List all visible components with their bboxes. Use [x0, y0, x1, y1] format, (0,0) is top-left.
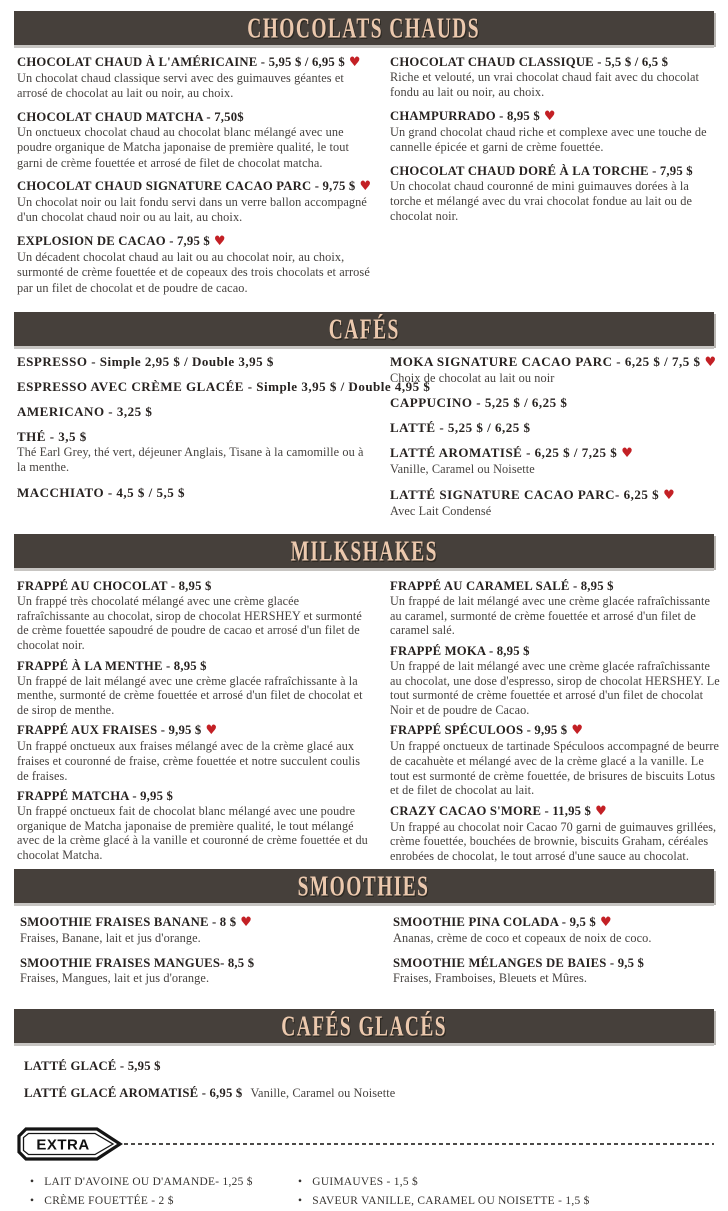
menu-page [0, 11, 728, 1211]
section-title: MILKSHAKES [290, 535, 438, 567]
heart-icon: ♥ [599, 914, 612, 930]
extras-header [0, 1127, 728, 1161]
item-name-price: FRAPPÉ AU CARAMEL SALÉ - 8,95 $ [390, 579, 614, 594]
menu-item [390, 108, 718, 156]
menu-item [390, 578, 720, 638]
item-name-price: LATTÉ GLACÉ AROMATISÉ - 6,95 $ [24, 1086, 243, 1101]
item-title [390, 445, 718, 462]
item-desc: Fraises, Banane, lait et jus d'orange. [20, 930, 201, 945]
item-name-price: FRAPPÉ AUX FRAISES - 9,95 $ [17, 723, 202, 738]
item-name-price: SMOOTHIE PINA COLADA - 9,5 $ [393, 914, 596, 929]
menu-item [393, 914, 718, 946]
item-title [17, 54, 372, 71]
menu-column [390, 54, 718, 303]
item-title [390, 487, 718, 504]
item-title [390, 643, 720, 659]
menu-item [390, 487, 718, 519]
extras-item: • SAVEUR VANILLE, CARAMEL OU NOISETTE - 1,5 $ [298, 1192, 728, 1211]
item-desc: Thé Earl Grey, thé vert, déjeuner Anglais, Tisane à la camomille ou à la menthe. [17, 445, 364, 475]
item-desc: Un frappé de lait mélangé avec une crème glacée rafraîchissante au caramel, surmonté de crème fouettée et arrosé d'un filet de caramel salé. [390, 594, 710, 638]
extras-item: • GUIMAUVES - 1,5 $ [298, 1173, 728, 1192]
item-inline-desc: Vanille, Caramel ou Noisette [250, 1086, 396, 1101]
section-content-chocolats-chauds [0, 45, 728, 312]
item-desc: Un chocolat chaud classique servi avec des guimauves géantes et arrosé de chocolat au lait ou noir, au choix. [17, 71, 344, 101]
menu-column [390, 578, 720, 868]
item-title [390, 420, 718, 436]
item-name-price: MOKA SIGNATURE CACAO PARC - 6,25 $ / 7,5 $ [390, 354, 701, 370]
item-name-price: CHOCOLAT CHAUD MATCHA - 7,50$ [17, 109, 244, 124]
item-title [17, 178, 372, 195]
menu-item [20, 955, 375, 986]
item-title [390, 578, 720, 594]
item-title [390, 108, 718, 125]
item-name-price: EXPLOSION DE CACAO - 7,95 $ [17, 233, 210, 248]
item-desc: Avec Lait Condensé [390, 503, 492, 518]
item-name-price: ESPRESSO AVEC CRÈME GLACÉE - Simple 3,95 $ / Double 4,95 $ [17, 379, 431, 395]
extras-section [0, 1127, 728, 1211]
menu-item [390, 395, 718, 411]
menu-item [17, 354, 372, 370]
section-title: SMOOTHIES [298, 869, 430, 902]
menu-item [17, 379, 431, 395]
item-desc: Un chocolat noir ou lait fondu servi dans un verre ballon accompagné d'un chocolat chaud noir ou au lait, au choix. [17, 195, 367, 225]
item-desc: Un frappé au chocolat noir Cacao 70 garni de guimauves grillées, crème fouettée, bouchées de brownie, biscuits Graham, céréales enrobées de chocolat, le tout arrosé d'une sauce au chocolat. [390, 819, 717, 863]
item-desc: Riche et velouté, un vrai chocolat chaud fait avec du chocolat fondu au lait ou noir, au choix. [390, 70, 700, 100]
section-header-cafes-glaces [14, 1009, 714, 1043]
section-content-cafes [0, 346, 728, 534]
menu-item [17, 788, 372, 862]
menu-item [17, 578, 372, 652]
item-name-price: LATTÉ SIGNATURE CACAO PARC- 6,25 $ [390, 486, 660, 502]
section-title: CAFÉS GLACÉS [281, 1010, 447, 1043]
item-desc: Un frappé onctueux fait de chocolat blanc mélangé avec une poudre organique de Matcha japonaise de première qualité, le tout mélangé avec de la crème glacé à la vanille et couronné de crème fouettée et du chocolat Matcha. [17, 804, 368, 862]
section-header-chocolats-chauds [14, 11, 714, 45]
item-desc: Un frappé très chocolaté mélangé avec une crème glacée rafraîchissante au chocolat, sirop de chocolat HERSHEY et surmonté de crème fouettée sapoudré de poudre de cacao et arrosé d'un filet de chocolat noir. [17, 594, 362, 653]
menu-item [17, 178, 372, 226]
item-name-price: LATTÉ - 5,25 $ / 6,25 $ [390, 420, 531, 436]
menu-column [17, 54, 372, 303]
item-name-price: FRAPPÉ À LA MENTHE - 8,95 $ [17, 658, 207, 673]
item-name-price: FRAPPÉ AU CHOCOLAT - 8,95 $ [17, 579, 212, 594]
section-header-cafes [14, 312, 714, 346]
item-title [17, 233, 372, 250]
menu-item [390, 722, 720, 797]
item-title [390, 54, 718, 70]
extras-list [0, 1173, 728, 1211]
menu-column [17, 578, 372, 868]
item-name-price: THÉ - 3,5 $ [17, 429, 87, 445]
menu-item [17, 109, 372, 171]
heart-icon: ♥ [621, 446, 634, 462]
menu-item [17, 485, 372, 501]
menu-item [390, 54, 718, 101]
heart-icon: ♥ [359, 179, 372, 195]
menu-item [17, 233, 372, 296]
item-title [17, 404, 372, 420]
item-name-price: SMOOTHIE FRAISES BANANE - 8 $ [20, 914, 237, 929]
menu-column [17, 354, 431, 528]
item-desc: Un frappé de lait mélangé avec une crème glacée rafraîchissante au chocolat, une dose d'espresso, sirop de chocolat HERSHEY. Le tout surmonté de crème fouettée et arrosé d'un filet de chocolat Noir et de poudre de Cacao. [390, 659, 720, 717]
item-name-price: FRAPPÉ MATCHA - 9,95 $ [17, 789, 174, 804]
menu-item [24, 1058, 718, 1074]
item-name-price: CHOCOLAT CHAUD CLASSIQUE - 5,5 $ / 6,5 $ [390, 55, 669, 69]
extras-column [298, 1173, 728, 1211]
heart-icon: ♥ [543, 108, 556, 124]
item-desc: Un frappé onctueux aux fraises mélangé avec de la crème glacé aux fraises et couronné de fraise, crème fouettée et notre succulent coulis de fraises. [17, 739, 361, 783]
item-title [20, 955, 375, 971]
item-title [17, 485, 372, 501]
menu-column [20, 914, 375, 996]
item-title [24, 1085, 718, 1101]
item-desc: Un frappé de lait mélangé avec une crème glacée rafraîchissante à la menthe, surmonté de crème fouettée et arrosé d'un filet de chocolat et de sirop de menthe. [17, 673, 363, 717]
menu-item [17, 404, 372, 420]
menu-item [20, 914, 375, 946]
item-title [393, 914, 718, 931]
item-title [390, 395, 718, 411]
heart-icon: ♥ [571, 723, 584, 739]
heart-icon: ♥ [240, 914, 253, 930]
item-desc: Un frappé onctueux de tartinade Spéculoos accompagné de beurre de cacahuète et mélangé avec de la crème glacé a la vanille. Le tout est surmonté de crème fouettée, de brisures de biscuits Lotus et de filet de chocolat au lait. [390, 739, 720, 798]
section-header-milkshakes [14, 534, 714, 568]
item-name-price: CHOCOLAT CHAUD DORÉ À LA TORCHE - 7,95 $ [390, 163, 693, 178]
item-name-price: CAPPUCINO - 5,25 $ / 6,25 $ [390, 395, 568, 411]
item-title [17, 354, 372, 370]
menu-item [390, 354, 718, 386]
heart-icon: ♥ [704, 355, 717, 371]
item-title [393, 955, 718, 971]
item-name-price: SMOOTHIE FRAISES MANGUES- 8,5 $ [20, 956, 255, 970]
menu-sections [0, 11, 728, 1101]
heart-icon: ♥ [663, 487, 676, 503]
heart-icon: ♥ [348, 55, 361, 70]
menu-item [17, 722, 372, 783]
item-name-price: LATTÉ AROMATISÉ - 6,25 $ / 7,25 $ [390, 445, 618, 461]
menu-item [390, 643, 720, 717]
extra-tag-icon [17, 1127, 123, 1161]
item-title [17, 658, 372, 674]
menu-column [390, 354, 718, 528]
section-content-smoothies [0, 903, 728, 1010]
item-title [390, 722, 720, 739]
item-desc: Vanille, Caramel ou Noisette [390, 462, 535, 477]
item-name-price: SMOOTHIE MÉLANGES DE BAIES - 9,5 $ [393, 956, 645, 970]
item-desc: Choix de chocolat au lait ou noir [390, 371, 555, 386]
item-name-price: CRAZY CACAO S'MORE - 11,95 $ [390, 803, 592, 818]
item-title [17, 578, 372, 594]
item-desc: Un onctueux chocolat chaud au chocolat blanc mélangé avec une poudre organique de Matcha japonaise de première qualité, le tout garni de crème fouettée et arrosé de filet de chocolat matcha. [17, 124, 350, 170]
item-name-price: CHOCOLAT CHAUD SIGNATURE CACAO PARC - 9,75 $ [17, 179, 356, 194]
menu-item [17, 54, 372, 102]
menu-item [393, 955, 718, 986]
item-title [390, 354, 718, 371]
item-desc: Fraises, Framboises, Bleuets et Mûres. [393, 971, 588, 985]
extras-item: • CRÈME FOUETTÉE - 2 $ [30, 1192, 280, 1211]
item-name-price: FRAPPÉ MOKA - 8,95 $ [390, 644, 530, 659]
item-name-price: ESPRESSO - Simple 2,95 $ / Double 3,95 $ [17, 354, 274, 370]
item-desc: Un décadent chocolat chaud au lait ou au chocolat noir, au choix, surmonté de crème fouettée et de copeaux des trois chocolats et arrosé par un filet de chocolat et de poudre de cacao. [17, 249, 370, 295]
item-name-price: CHAMPURRADO - 8,95 $ [390, 108, 540, 123]
menu-item [24, 1085, 718, 1101]
item-title [17, 429, 372, 445]
menu-item [390, 163, 718, 225]
menu-column [393, 914, 718, 996]
menu-item [390, 445, 718, 477]
section-title: CAFÉS [328, 313, 400, 345]
item-name-price: CHOCOLAT CHAUD À L'AMÉRICAINE - 5,95 $ / 6,95 $ [17, 55, 345, 69]
item-title [24, 1058, 718, 1074]
menu-column [24, 1058, 718, 1101]
menu-item [17, 429, 372, 476]
item-name-price: MACCHIATO - 4,5 $ / 5,5 $ [17, 484, 186, 500]
section-title: CHOCOLATS CHAUDS [247, 12, 481, 44]
item-title [17, 722, 372, 739]
extras-column [30, 1173, 280, 1211]
extra-tag-label: EXTRA [36, 1136, 90, 1154]
heart-icon: ♥ [213, 233, 226, 249]
heart-icon: ♥ [595, 803, 607, 819]
item-name-price: AMERICANO - 3,25 $ [17, 404, 153, 420]
item-name-price: LATTÉ GLACÉ - 5,95 $ [24, 1059, 161, 1074]
item-title [20, 914, 375, 931]
section-content-cafes-glaces [0, 1043, 728, 1101]
item-desc: Un grand chocolat chaud riche et complexe avec une touche de cannelle épicée et garni de crème fouettée. [390, 124, 707, 155]
dashed-divider [124, 1143, 714, 1145]
menu-item [390, 420, 718, 436]
item-desc: Fraises, Mangues, lait et jus d'orange. [20, 971, 210, 985]
item-name-price: FRAPPÉ SPÉCULOOS - 9,95 $ [390, 723, 568, 738]
menu-item [390, 803, 720, 864]
menu-item [17, 658, 372, 718]
item-desc: Ananas, crème de coco et copeaux de noix de coco. [393, 930, 652, 945]
item-title [390, 803, 720, 820]
item-title [17, 788, 372, 804]
item-title [17, 109, 372, 125]
section-content-milkshakes [0, 568, 728, 868]
item-title [390, 163, 718, 179]
item-desc: Un chocolat chaud couronné de mini guimauves dorées à la torche et mélangé avec du vrai chocolat fondue au lait ou de chocolat noir. [390, 178, 693, 224]
extras-item: • LAIT D'AVOINE OU D'AMANDE- 1,25 $ [30, 1173, 280, 1192]
item-title [17, 379, 431, 395]
section-header-smoothies [14, 869, 714, 903]
heart-icon: ♥ [205, 723, 218, 739]
